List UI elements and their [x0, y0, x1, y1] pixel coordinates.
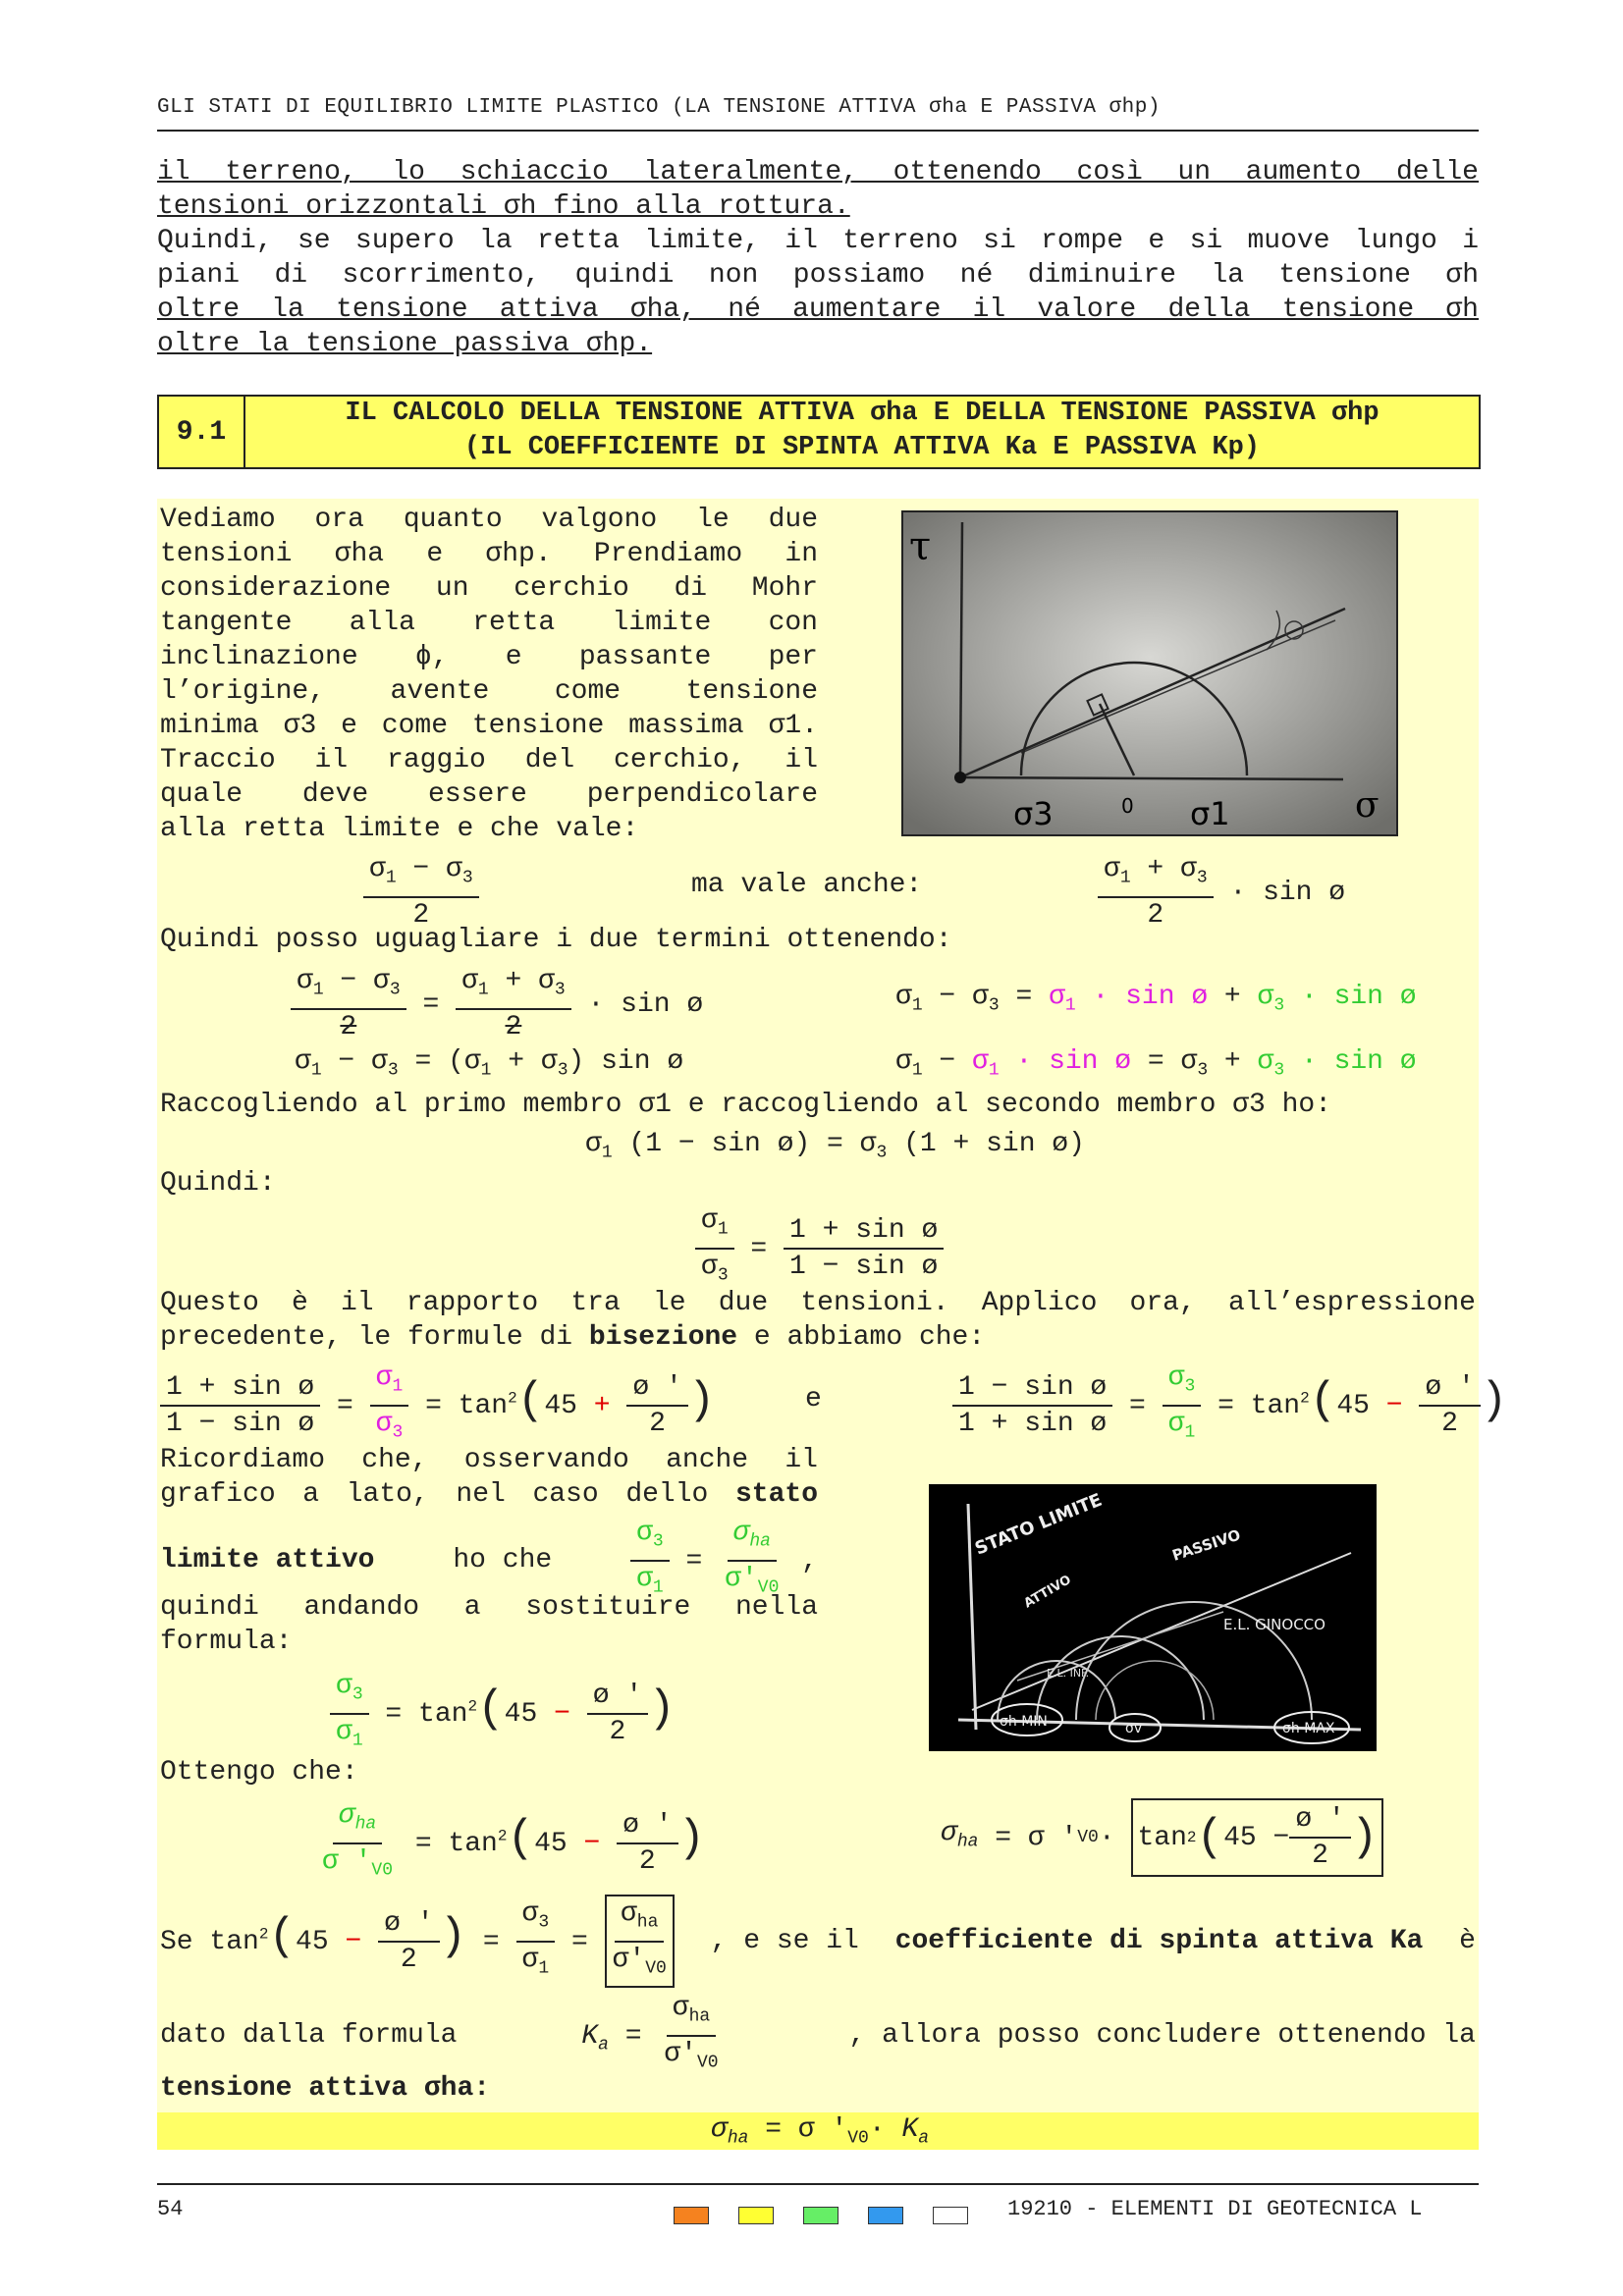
- body-line: Questo è il rapporto tra le due tensioni. Applico ora, all’espressione: [160, 1288, 1476, 1318]
- formula-substitute: $\frac{\sigma_3}{\sigma_1}$ = $\tan^2(45$ − $\frac{ø '}{2}$ ): [330, 1669, 676, 1758]
- body-word: ho che: [453, 1545, 553, 1576]
- sketch-label: 0: [1121, 794, 1134, 818]
- intro-paragraph: [157, 155, 1479, 361]
- mohr-circle-photo: [901, 510, 1398, 836]
- bold-term: tensione attiva σha:: [160, 2073, 491, 2104]
- sketch-label: E.L. INF.: [1047, 1667, 1090, 1680]
- ma-vale-anche: ma vale anche:: [691, 870, 923, 900]
- section-number: 9.1: [159, 397, 245, 467]
- formula-simplified: $\sigma_1 - \sigma_3 = (\sigma_1 + \sigma_3)$ sin ø: [295, 1046, 684, 1081]
- footer-rule: [157, 2183, 1479, 2185]
- sketch-label: σ1: [1190, 795, 1230, 832]
- body-line: quindi andando a sostituire nella: [160, 1592, 818, 1623]
- body-line: inclinazione ϕ, e passante per: [160, 642, 818, 672]
- section-title: [245, 397, 1479, 467]
- formula-ka-def: Se $\tan^2(45$ − $\frac{ø '}{2}$ ) = $\frac{\sigma_3}{\sigma_1}$ = $\frac{\sigma_{ha}}{\sigma'_{V0}}$: [160, 1895, 675, 1988]
- body-line: Ricordiamo che, osservando anche il: [160, 1445, 818, 1475]
- body-line: tensioni σha e σhp. Prendiamo in: [160, 539, 818, 569]
- formula-radius-sin: $\frac{\sigma_1 + \sigma_3}{2}$ · sin ø: [1098, 852, 1345, 933]
- body-line: grafico a lato, nel caso dello stato: [160, 1479, 818, 1510]
- body-line: alla retta limite e che vale:: [160, 814, 639, 844]
- sketch-label: σ: [1355, 785, 1380, 826]
- formula-sigma-ha-boxed: $\sigma_{ha}$ = σ ' V0 · tan 2 ( 45 − $\frac{ø '}{2}$ ): [941, 1798, 1383, 1877]
- body-line: tangente alla retta limite con: [160, 608, 818, 638]
- bold-term: coefficiente di spinta attiva Ka: [894, 1926, 1424, 1957]
- body-word: , allora posso concludere ottenendo la: [848, 2020, 1476, 2052]
- sketch-label: PASSIVO: [1169, 1525, 1243, 1565]
- formula-expand: $\sigma_1 - \sigma_3 = \sigma_1 \cdot \sin$ ø + $\sigma_3 \cdot \sin$ ø: [895, 982, 1417, 1016]
- formula-result: $\sigma_{ha} = \sigma$ '$_{V0}\cdot K_a$: [711, 2114, 930, 2149]
- conjunction-e: e: [805, 1384, 822, 1415]
- body-paragraph: [160, 503, 818, 846]
- intro-line: tensioni orizzontali σh fino alla rottura.: [157, 191, 850, 222]
- formula-bisection-active: $\frac{\text{1 + sin ø}}{\text{1 − sin ø}}$ = $\frac{\sigma_1}{\sigma_3}$ = $\tan^2(45$ + $\frac{ø '}{2}$ ): [160, 1361, 715, 1450]
- body-paragraph: [160, 1590, 818, 1659]
- sketch-label: τ: [909, 524, 932, 569]
- section-title-line: (IL COEFFICIENTE DI SPINTA ATTIVA Ka E PASSIVA Kp): [463, 433, 1261, 462]
- section-heading: [157, 395, 1481, 469]
- page-header: GLI STATI DI EQUILIBRIO LIMITE PLASTICO (LA TENSIONE ATTIVA σha E PASSIVA σhp): [157, 96, 1161, 119]
- legend-square: [803, 2207, 839, 2224]
- formula-ratio: $\frac{\sigma_1}{\sigma_3}$ = $\frac{\text{1 + sin ø}}{\text{1 − sin ø}}$: [695, 1203, 944, 1293]
- body-line: l’origine, avente come tensione: [160, 676, 818, 707]
- legend-square: [868, 2207, 903, 2224]
- body-line: [160, 1991, 1476, 2080]
- body-line: Quindi:: [160, 1168, 276, 1199]
- formula-radius: $\frac{\sigma_1 - \sigma_3}{2}$: [363, 852, 479, 933]
- body-line: Quindi posso uguagliare i due termini ottenendo:: [160, 925, 952, 955]
- formula-collected: $\sigma_1$ (1 − sin ø) = $\sigma_3$ (1 + sin ø): [585, 1129, 1085, 1163]
- body-paragraph: [160, 1286, 1476, 1355]
- body-word: , e se il: [710, 1926, 859, 1957]
- body-line: Traccio il raggio del cerchio, il: [160, 745, 818, 775]
- body-paragraph: [160, 1443, 818, 1512]
- body-line: Raccogliendo al primo membro σ1 e raccogliendo al secondo membro σ3 ho:: [160, 1090, 1331, 1120]
- intro-line: oltre la tensione attiva σha, né aumentare il valore della tensione σh: [157, 294, 1479, 325]
- limit-states-photo: [929, 1484, 1377, 1751]
- legend-square: [933, 2207, 968, 2224]
- body-line: minima σ3 e come tensione massima σ1.: [160, 711, 818, 741]
- course-title: 19210 - ELEMENTI DI GEOTECNICA L: [1007, 2197, 1423, 2221]
- body-line: formula:: [160, 1627, 293, 1657]
- intro-line: il terreno, lo schiaccio lateralmente, ottenendo così un aumento delle: [157, 157, 1479, 187]
- sketch-label: σ3: [1013, 795, 1054, 832]
- body-line: [160, 2071, 490, 2106]
- formula-ka: $K_a$ = $\frac{\sigma_{ha}}{\sigma'_{V0}}$: [581, 1993, 719, 2073]
- intro-line: oltre la tensione passiva σhp.: [157, 329, 653, 359]
- sketch-label: σv: [1125, 1721, 1143, 1736]
- sketch-label: E.L. GINOCCO: [1223, 1616, 1325, 1633]
- header-rule: [157, 130, 1479, 132]
- sketch-label: STATO LIMITE: [972, 1489, 1106, 1560]
- bold-term: limite attivo: [160, 1545, 375, 1576]
- sketch-label: σh MIN: [1000, 1714, 1048, 1730]
- formula-active-ratio: $\frac{\sigma_3}{\sigma_1}$ = $\frac{\sigma_{ha}}{\sigma'_{V0}}$ ,: [630, 1516, 818, 1605]
- formula-equate: $\frac{\sigma_1 - \sigma_3}{2}$ = $\frac{\sigma_1 + \sigma_3}{2}$ · sin ø: [291, 964, 703, 1044]
- body-word: dato dalla formula: [160, 2020, 458, 2052]
- intro-line: Quindi, se supero la retta limite, il terreno si rompe e si muove lungo i: [157, 226, 1479, 256]
- mohr-circle-sketch: [903, 512, 1396, 834]
- body-line: Vediamo ora quanto valgono le due: [160, 505, 818, 535]
- formula-sigma-ha-ratio: $\frac{\sigma_{ha}}{\sigma '_{V0}}$ = $\tan^2(45$ − $\frac{ø '}{2}$ ): [322, 1800, 706, 1881]
- page-number: 54: [157, 2197, 184, 2221]
- sketch-label: ATTIVO: [1021, 1573, 1074, 1612]
- body-line: considerazione un cerchio di Mohr: [160, 573, 818, 604]
- limit-states-sketch: [929, 1484, 1377, 1751]
- section-title-line: IL CALCOLO DELLA TENSIONE ATTIVA σha E DELLA TENSIONE PASSIVA σhp: [345, 399, 1380, 428]
- formula-rearranged: $\sigma_1 - \sigma_1 \cdot \sin$ ø = $\sigma_3 + \sigma_3 \cdot \sin$ ø: [895, 1046, 1417, 1081]
- body-word: è: [1459, 1926, 1476, 1957]
- body-line: Ottengo che:: [160, 1757, 358, 1788]
- legend-square: [738, 2207, 774, 2224]
- body-line: quale deve essere perpendicolare: [160, 779, 818, 810]
- body-line: [160, 1895, 1476, 1988]
- intro-line: piani di scorrimento, quindi non possiamo né diminuire la tensione σh: [157, 260, 1479, 291]
- body-line: precedente, le formule di bisezione e abbiamo che:: [160, 1322, 986, 1353]
- sketch-label: σh MAX: [1282, 1721, 1335, 1736]
- legend-square: [674, 2207, 709, 2224]
- formula-bisection-passive: $\frac{\text{1 − sin ø}}{\text{1 + sin ø}}$ = $\frac{\sigma_3}{\sigma_1}$ = $\tan^2(45$ − $\frac{ø '}{2}$ ): [952, 1361, 1507, 1450]
